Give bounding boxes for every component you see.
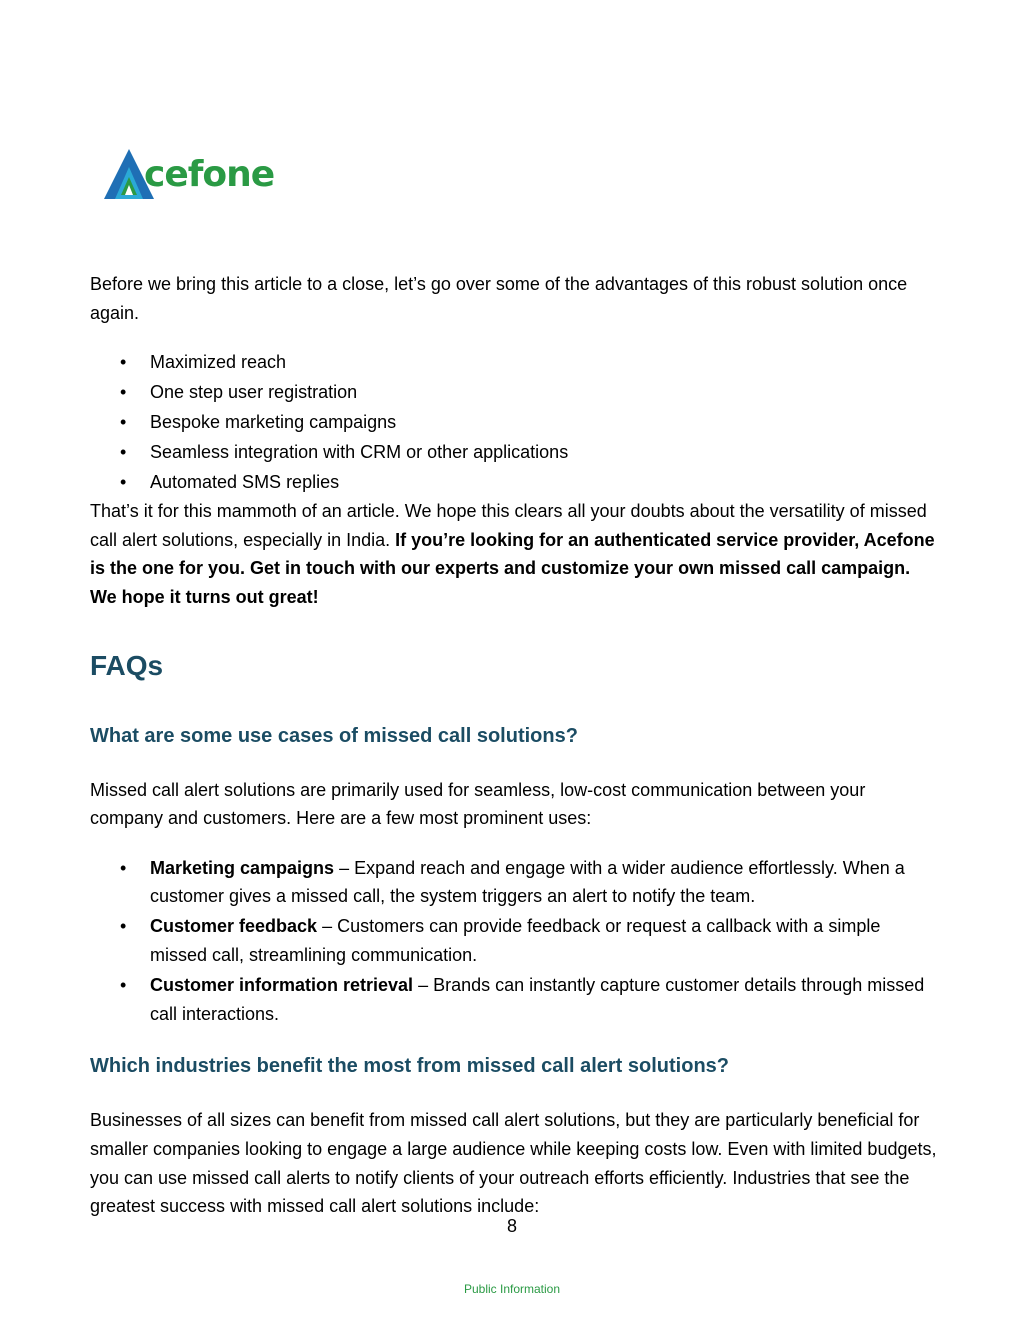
list-item: • Maximized reach: [90, 347, 940, 377]
faqs-heading: FAQs: [90, 649, 164, 681]
faq-answer-use-cases: Missed call alert solutions are primarily used for seamless, low-cost communication between your company and customers. Here are a few most prominent uses:: [90, 779, 866, 829]
faq-question-industries: Which industries benefit the most from missed call alert solutions?: [90, 1055, 729, 1078]
acefone-logo: [104, 146, 284, 202]
use-desc: – Customers can provide feedback or request a callback with a simple missed call, streamlining communication.: [150, 916, 881, 966]
list-item: • Bespoke marketing campaigns: [90, 407, 940, 437]
use-term: Marketing campaigns: [150, 857, 335, 878]
page-number: 8: [506, 1216, 517, 1236]
use-term: Customer feedback: [150, 916, 318, 937]
list-item: [90, 971, 940, 1028]
list-item: • One step user registration: [90, 377, 940, 407]
closing-text: That’s it for this mammoth of an article. We hope this clears all your doubts about the versatility of missed call alert solutions, especially in India.: [90, 501, 927, 550]
closing-paragraph: [90, 497, 940, 611]
use-desc: – Expand reach and engage with a wider audience effortlessly. When a customer gives a missed call, the system triggers an alert to notify the team.: [150, 857, 905, 907]
faq-answer-industries: Businesses of all sizes can benefit from missed call alert solutions, but they are particularly beneficial for smaller companies looking to engage a large audience while keeping costs low. Even with limited budgets, you can use missed call alerts to notify clients of your outreach efforts efficiently. Industries that see the greatest success with missed call alert solutions include:: [90, 1110, 937, 1217]
advantages-list: [90, 347, 940, 497]
logo-text: cefone: [144, 154, 275, 195]
closing-cta-text: If you’re looking for an authenticated service provider, Acefone is the one for you. Get in touch with our experts and customize your own missed call campaign. We hope it turns out great!: [90, 529, 935, 607]
list-item: • Automated SMS replies: [90, 467, 940, 497]
list-item: [90, 854, 940, 911]
footer-label: Public Information: [463, 1282, 561, 1296]
use-cases-list: [90, 854, 940, 1029]
list-item: • Seamless integration with CRM or other applications: [90, 437, 940, 467]
faq-question-use-cases: What are some use cases of missed call solutions?: [90, 724, 578, 747]
use-term: Customer information retrieval: [150, 975, 414, 996]
article-content: [90, 270, 940, 1221]
intro-paragraph: Before we bring this article to a close, let’s go over some of the advantages of this robust solution once again.: [90, 274, 908, 323]
list-item: [90, 912, 940, 969]
use-desc: – Brands can instantly capture customer details through missed call interactions.: [150, 975, 925, 1024]
